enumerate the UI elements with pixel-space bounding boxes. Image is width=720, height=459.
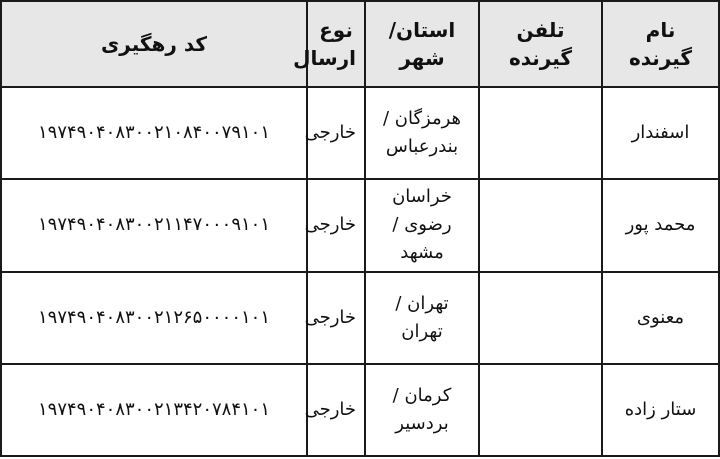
- province-city-text: خراسان رضوی / مشهد: [392, 186, 452, 264]
- recipient-name-cell: معنوی: [602, 272, 719, 364]
- province-city-cell: [365, 364, 479, 456]
- tracking-code-cell: ۱۹۷۴۹۰۴۰۸۳۰۰۲۱۲۶۵۰۰۰۰۱۰۱: [1, 272, 307, 364]
- header-shipping-type: نوع ارسال: [307, 1, 365, 87]
- recipient-name-cell: ستار زاده: [602, 364, 719, 456]
- header-recipient-name: نام گیرنده: [602, 1, 719, 87]
- table-row: [1, 364, 719, 456]
- recipient-phone-cell: [479, 364, 602, 456]
- header-recipient-phone: تلفن گیرنده: [479, 1, 602, 87]
- recipient-phone-cell: [479, 272, 602, 364]
- table-row: [1, 272, 719, 364]
- shipping-type-cell: خارجی: [307, 179, 365, 271]
- recipient-phone-cell: [479, 87, 602, 179]
- province-city-cell: [365, 272, 479, 364]
- shipping-type-cell: خارجی: [307, 87, 365, 179]
- shipping-type-cell: خارجی: [307, 272, 365, 364]
- recipient-name-cell: اسفندار: [602, 87, 719, 179]
- tracking-code-cell: ۱۹۷۴۹۰۴۰۸۳۰۰۲۱۰۸۴۰۰۷۹۱۰۱: [1, 87, 307, 179]
- recipient-name-cell: محمد پور: [602, 179, 719, 271]
- province-city-cell: [365, 87, 479, 179]
- province-city-text: هرمزگان / بندرعباس: [382, 108, 462, 158]
- province-city-text: کرمان / بردسیر: [392, 384, 452, 434]
- tracking-code-cell: ۱۹۷۴۹۰۴۰۸۳۰۰۲۱۱۴۷۰۰۰۹۱۰۱: [1, 179, 307, 271]
- province-city-cell: [365, 179, 479, 271]
- header-tracking-code: کد رهگیری: [1, 1, 307, 87]
- tracking-code-cell: ۱۹۷۴۹۰۴۰۸۳۰۰۲۱۳۴۲۰۷۸۴۱۰۱: [1, 364, 307, 456]
- table-row: [1, 87, 719, 179]
- province-city-text: تهران / تهران: [395, 292, 449, 342]
- recipient-phone-cell: [479, 179, 602, 271]
- table-row: [1, 179, 719, 271]
- header-province-city: استان/ شهر: [365, 1, 479, 87]
- shipping-type-cell: خارجی: [307, 364, 365, 456]
- table-header-row: [1, 1, 719, 87]
